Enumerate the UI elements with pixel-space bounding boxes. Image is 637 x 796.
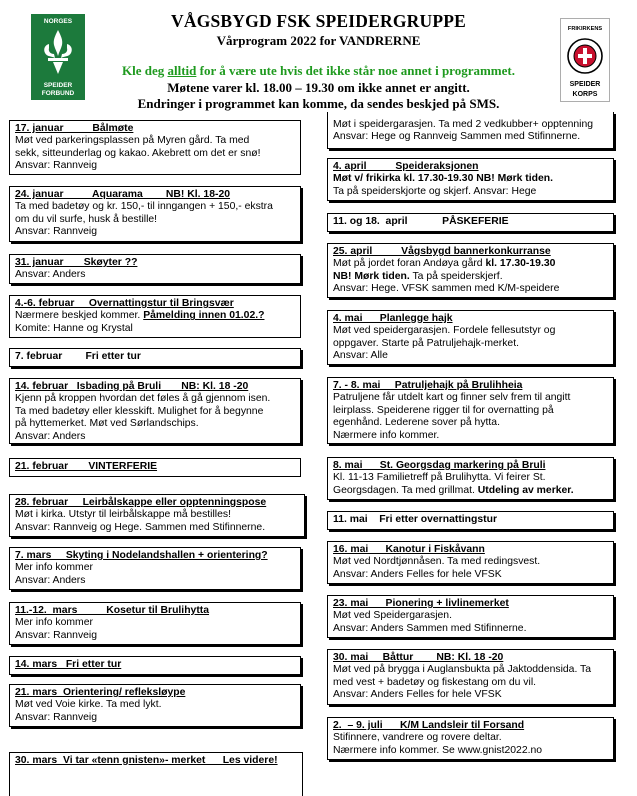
event-box xyxy=(9,186,301,242)
event-box xyxy=(9,602,301,645)
event-line: Ansvar: Anders Felles for hele VFSK xyxy=(333,689,502,701)
event-line: med vest + badetøy og fiskestang om du vil. xyxy=(333,676,537,688)
event-line: Ansvar: Alle xyxy=(333,350,388,362)
event-line: Ansvar: Anders Felles for hele VFSK xyxy=(333,568,502,580)
event-line: Ta på speiderskjerf. xyxy=(409,270,503,282)
event-title: 7. februar Fri etter tur xyxy=(15,351,141,362)
dress-notice-emphasis: alltid xyxy=(167,63,197,78)
event-title: 24. januar Aquarama NB! Kl. 18-20 xyxy=(15,189,231,200)
event-line: Ansvar: Rannveig xyxy=(15,226,98,238)
event-line: oppgaver. Starte på Patruljehajk-merket. xyxy=(333,337,519,349)
event-line: Kl. 11-13 Familietreff på Brulihytta. Vi feirer St. xyxy=(333,472,546,484)
event-box xyxy=(9,348,301,367)
event-box xyxy=(327,243,614,298)
event-line: Georgsdagen. Ta med grillmat. xyxy=(333,484,478,496)
logo-right-bottom-text-2: KORPS xyxy=(572,91,598,98)
event-title: 21. mars Orientering/ refleksløype xyxy=(15,687,186,698)
event-title: 30. mai Båttur NB: Kl. 18 -20 xyxy=(333,652,504,663)
event-line: Ansvar: Anders xyxy=(15,430,86,442)
event-line: Mer info kommer xyxy=(15,617,93,629)
event-box xyxy=(9,295,301,338)
event-title: 8. mai St. Georgsdag markering på Bruli xyxy=(333,460,546,471)
event-title: 28. februar Leirbålskappe eller opptenningspose xyxy=(15,497,267,508)
logo-left-bottom-text-1: SPEIDER xyxy=(43,82,73,89)
event-box xyxy=(9,684,301,727)
event-line: Kjenn på kroppen hvordan det føles å gå gjennom isen. xyxy=(15,393,271,405)
event-box-continued xyxy=(327,112,614,149)
event-title: 25. april Vågsbygd bannerkonkurranse xyxy=(333,246,551,257)
dress-notice-pre: Kle deg xyxy=(121,63,168,78)
event-line: Ansvar: Rannveig xyxy=(15,711,98,723)
event-box xyxy=(9,752,303,796)
event-box xyxy=(327,595,614,638)
event-line: egenhånd. Lederene sover på hytta. xyxy=(333,417,500,429)
event-line: Komite: Hanne og Krystal xyxy=(15,322,133,334)
event-note: NB! Mørk tiden. xyxy=(333,270,410,282)
logo-right-bottom-text-1: SPEIDER xyxy=(569,81,601,88)
event-line: Møt ved på brygga i Auglansbukta på Jaktoddensida. Ta xyxy=(333,664,592,676)
event-title: 14. mars Fri etter tur xyxy=(15,659,122,670)
event-box xyxy=(327,511,614,530)
event-line: om du vil surfe, husk å bestille! xyxy=(15,213,158,225)
event-title: 2. – 9. juli K/M Landsleir til Forsand xyxy=(333,720,525,731)
event-line: Ansvar: Rannveig xyxy=(15,160,98,172)
event-box xyxy=(9,254,301,284)
event-line: Patruljene får utdelt kart og finner selv frem til angitt xyxy=(333,392,571,404)
event-line: Møt i speidergarasjen. Ta med 2 vedkubber+ opptenning xyxy=(333,119,594,130)
event-line: Nærmere info kommer. xyxy=(333,429,440,441)
event-line: Ansvar: Anders xyxy=(15,574,86,586)
event-title: 14. februar Isbading på Bruli NB: Kl. 18 -20 xyxy=(15,381,249,392)
event-line: Ta med badetøy eller klesskift. Mulighet for å begynne xyxy=(15,405,264,417)
event-title: 4. mai Planlegge hajk xyxy=(333,313,453,324)
event-title: 16. mai Kanotur i Fiskåvann xyxy=(333,544,485,555)
event-line: Møt på jordet foran Andøya gård xyxy=(333,258,486,270)
event-line: Ansvar: Anders Sammen med Stifinnerne. xyxy=(333,622,527,634)
event-line: Møt ved Speidergarasjen. xyxy=(333,610,452,622)
dress-notice-post: for å være ute hvis det ikke står noe annet i programmet. xyxy=(196,63,515,78)
event-box xyxy=(9,656,301,675)
event-line: Møt ved Nordtjønnåsen. Ta med redingsvest. xyxy=(333,556,541,568)
event-line: på hyttemerket. Møt ved Sørlandschips. xyxy=(15,418,199,430)
event-line: Nærmere info kommer. Se www.gnist2022.no xyxy=(333,744,543,756)
logo-left-bottom-text-2: FORBUND xyxy=(41,90,75,97)
page-title: VÅGSBYGD FSK SPEIDERGRUPPE xyxy=(171,11,466,31)
event-line: Møt ved parkeringsplassen på Myren gård. Ta med xyxy=(15,135,250,147)
event-line: sekk, sitteunderlag og kakao. Akebrett om det er snø! xyxy=(15,147,261,159)
event-line: Møt ved speidergarasjen. Fordele fellesutstyr og xyxy=(333,325,556,337)
event-line: leirplass. Speiderene rigger til for overnatting på xyxy=(333,404,554,416)
event-box xyxy=(9,547,301,590)
event-box xyxy=(327,457,614,500)
event-title: 17. januar Bålmøte xyxy=(15,123,134,134)
event-title: 7. mars Skyting i Nodelandshallen + orientering? xyxy=(15,550,268,561)
logo-right-top-text: FRIKIRKENS xyxy=(567,26,603,32)
event-line: Ta på speiderskjorte og skjerf. Ansvar: Hege xyxy=(333,185,537,197)
event-box xyxy=(327,541,614,584)
event-title: 31. januar Skøyter ?? xyxy=(15,257,138,268)
event-box xyxy=(327,213,614,232)
logo-left-top-text: NORGES xyxy=(43,18,73,25)
page-subtitle: Vårprogram 2022 for VANDRERNE xyxy=(216,33,421,48)
event-title: 11. mai Fri etter overnattingstur xyxy=(333,514,497,525)
event-title: 11. og 18. april PÅSKEFERIE xyxy=(333,216,509,227)
event-title: 21. februar VINTERFERIE xyxy=(15,461,158,472)
event-line: Ansvar: Hege og Rannveig Sammen med Stifinnerne. xyxy=(333,131,581,143)
event-line: Mer info kommer xyxy=(15,562,93,574)
event-box xyxy=(9,378,301,444)
event-note: Utdeling av merker. xyxy=(477,484,574,496)
event-title: 11.-12. mars Kosetur til Brulihytta xyxy=(15,605,210,616)
event-box xyxy=(327,649,614,705)
event-box xyxy=(9,458,301,477)
event-box xyxy=(9,120,301,175)
registration-deadline: Påmelding innen 01.02.? xyxy=(143,310,265,322)
event-line: Møt v/ frikirka kl. 17.30-19.30 NB! Mørk tiden. xyxy=(333,173,554,185)
event-line: Ta med badetøy og kr. 150,- til inngangen + 150,- ekstra xyxy=(15,201,273,213)
event-line: Ansvar: Rannveig xyxy=(15,629,98,641)
event-box xyxy=(327,310,614,365)
meeting-time-notice: Møtene varer kl. 18.00 – 19.30 om ikke annet er angitt. xyxy=(167,80,470,95)
event-line: Møt i kirka. Utstyr til leirbålskappe må bestilles! xyxy=(15,509,231,521)
event-title: 23. mai Pionering + livlinemerket xyxy=(333,598,509,609)
event-time: kl. 17.30-19.30 xyxy=(485,258,556,270)
event-line: Stifinnere, vandrere og rovere deltar. xyxy=(333,732,502,744)
event-line: Ansvar: Rannveig og Hege. Sammen med Stifinnerne. xyxy=(15,521,266,533)
event-title: 4.-6. februar Overnattingstur til Bringsvær xyxy=(15,298,234,309)
event-box xyxy=(327,717,614,760)
event-title: 30. mars Vi tar «tenn gnisten»- merket Les videre! xyxy=(15,755,278,766)
event-box xyxy=(327,377,614,444)
dress-notice xyxy=(0,63,637,79)
event-box xyxy=(9,494,305,537)
event-line: Nærmere beskjed kommer. xyxy=(15,310,144,322)
event-title: 7. - 8. mai Patruljehajk på Brulihheia xyxy=(333,380,523,391)
event-line: Ansvar: Anders xyxy=(15,269,86,281)
event-box xyxy=(327,158,614,201)
event-line: Ansvar: Hege. VFSK sammen med K/M-speidere xyxy=(333,283,560,295)
changes-notice: Endringer i programmet kan komme, da sendes beskjed på SMS. xyxy=(137,96,500,111)
event-line: Møt ved Voie kirke. Ta med lykt. xyxy=(15,699,162,711)
event-title: 4. april Speideraksjonen xyxy=(333,161,479,172)
